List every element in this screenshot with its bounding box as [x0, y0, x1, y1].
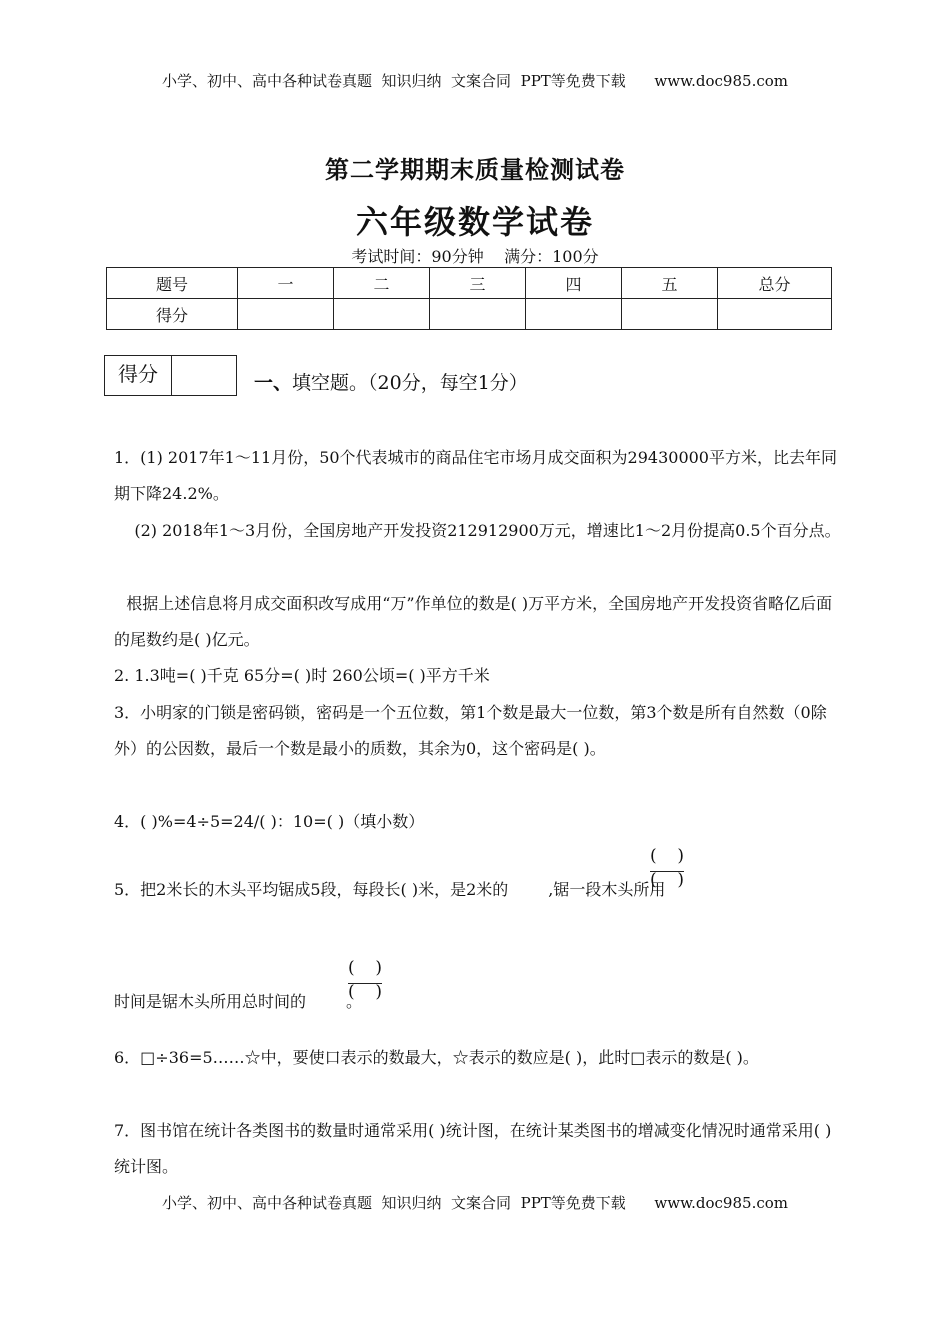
score-table-score-row: [107, 299, 832, 330]
table-cell: 五: [622, 268, 718, 299]
section-score-box: [104, 355, 237, 396]
table-cell: 四: [526, 268, 622, 299]
question-3: 3．小明家的门锁是密码锁，密码是一个五位数，第1个数是最大一位数，第3个数是所有自然数（0除外）的公因数，最后一个数是最小的质数，其余为0，这个密码是( )。: [114, 703, 827, 758]
table-cell: 总分: [718, 268, 832, 299]
question-2: 2. 1.3吨=( )千克 65分=( )时 260公顷=( )平方千米: [114, 666, 490, 685]
question-1-part-3: 根据上述信息将月成交面积改写成用“万”作单位的数是( )万平方米，全国房地产开发投资省略亿后面的尾数约是( )亿元。: [114, 594, 833, 649]
question-1-part-2: (2) 2018年1～3月份，全国房地产开发投资212912900万元，增速比1～2月份提高0.5个百分点。: [134, 521, 841, 540]
section-title: [254, 368, 528, 395]
question-4: 4．( )%=4÷5=24/( )：10=( )（填小数）: [114, 812, 425, 831]
fraction-blank-2: [348, 960, 382, 1008]
question-5-text-c: 时间是锯木头所用总时间的: [114, 992, 307, 1011]
score-table: [106, 267, 832, 330]
fraction-numerator: [348, 960, 382, 984]
page-footer: 小学、初中、高中各种试卷真题 知识归纳 文案合同 PPT等免费下载 www.doc985.com: [161, 1194, 788, 1212]
table-cell: [430, 299, 526, 330]
question-5-text-d: 。: [346, 992, 363, 1011]
page-header: 小学、初中、高中各种试卷真题 知识归纳 文案合同 PPT等免费下载 www.doc985.com: [161, 72, 788, 90]
section-score-label: 得分: [105, 356, 172, 395]
table-cell: 三: [430, 268, 526, 299]
question-5-text-b: ,锯一段木头所用: [548, 880, 666, 899]
section-number: 一、: [254, 372, 293, 394]
table-cell: 二: [334, 268, 430, 299]
fraction-denominator: [348, 984, 382, 1008]
exam-info: 考试时间：90分钟 满分：100分: [351, 247, 599, 266]
table-cell: 一: [238, 268, 334, 299]
fraction-denominator: [650, 872, 684, 896]
question-6: 6．□÷36=5……☆中，要使口表示的数最大，☆表示的数应是( )，此时□表示的数是( )。: [114, 1048, 759, 1067]
question-5-line-2: [114, 984, 362, 1020]
table-cell: [238, 299, 334, 330]
exam-subtitle: 六年级数学试卷: [355, 203, 594, 241]
question-1-part-1: 1．(1) 2017年1～11月份，50个代表城市的商品住宅市场月成交面积为29430000平方米，比去年同期下降24.2%。: [114, 448, 837, 503]
table-cell: [334, 299, 430, 330]
table-cell: [718, 299, 832, 330]
fraction-numerator: [650, 848, 684, 872]
table-cell: [526, 299, 622, 330]
table-cell: 得分: [107, 299, 238, 330]
table-cell: [622, 299, 718, 330]
score-table-header-row: [107, 268, 832, 299]
question-5-text-a: 5．把2米长的木头平均锯成5段，每段长( )米，是2米的: [114, 880, 509, 899]
question-7: 7．图书馆在统计各类图书的数量时通常采用( )统计图，在统计某类图书的增减变化情况时通常采用( )统计图。: [114, 1121, 832, 1176]
exam-title: 第二学期期末质量检测试卷: [325, 156, 625, 184]
fraction-blank-1: [650, 848, 684, 896]
question-5-line-1: [114, 872, 665, 908]
section-title-text: 填空题。（20分，每空1分）: [292, 372, 528, 394]
table-cell: 题号: [107, 268, 238, 299]
